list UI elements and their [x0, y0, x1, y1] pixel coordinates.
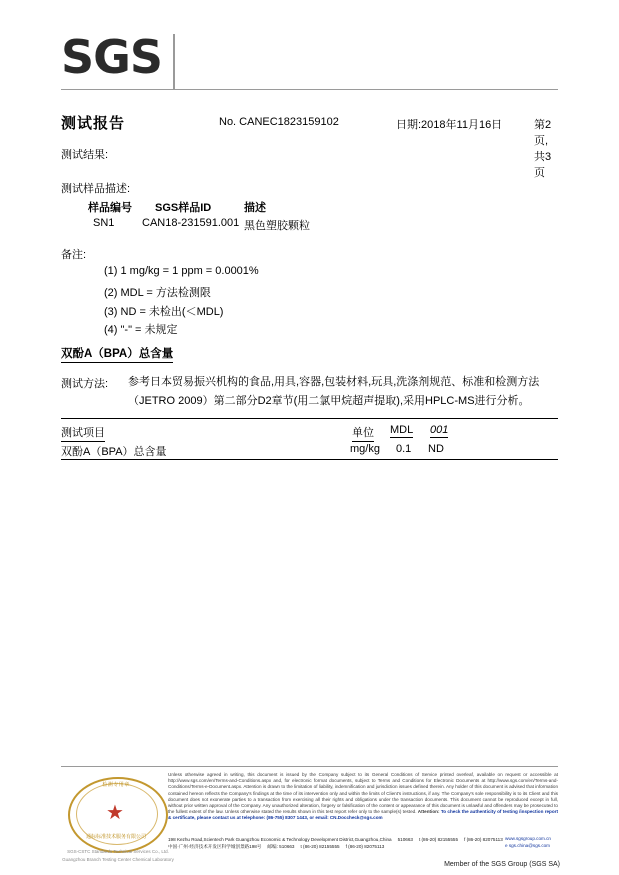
sample-table-header-no: 样品编号: [88, 202, 132, 214]
legal-verify-link[interactable]: To check the authenticity of testing /inspection report & certificate, please contact us at telephone: (86-755) 8307 1443, or email: CN.Doccheck@sgs.com: [168, 809, 558, 821]
test-method-label: 测试方法:: [61, 378, 109, 390]
result-table-header-mdl: MDL: [390, 424, 414, 436]
remark-item: (4) "-" = 未规定: [104, 324, 178, 336]
result-table-header-unit: 单位: [352, 424, 374, 442]
remark-label: 备注:: [61, 249, 87, 261]
remark-item: (1) 1 mg/kg = 1 ppm = 0.0001%: [104, 265, 259, 277]
logo-divider-tick: [173, 34, 175, 89]
address-row-en: [168, 836, 560, 843]
sample-table-header-id: SGS样品ID: [155, 202, 212, 214]
result-row-mdl: 0.1: [396, 443, 412, 455]
seal-en-line2: Guangzhou Branch Testing Center Chemical Laboratory: [62, 857, 174, 862]
fax-en: f (86-20) 82075113: [464, 837, 503, 842]
company-seal-stamp: [62, 775, 174, 862]
address-cn: 中国·广州·经济技术开发区科学城创景路198号: [168, 844, 262, 849]
fax-cn: f (86-20) 82075113: [345, 844, 385, 849]
section-heading-bpa: 双酚A（BPA）总含量: [61, 345, 173, 363]
sample-row-id: CAN18-231591.001: [142, 217, 240, 229]
sgs-logo: [61, 30, 181, 89]
result-table-header-sample: 001: [430, 424, 449, 436]
legal-paragraph: Unless otherwise agreed in writing, this document is issued by the Company subject to its General Conditions of Service printed overleaf, available on request or accessible at http://www.sgs.com/en/Terms-and-Conditions.aspx and, for electronic format documents, subject to Terms and Conditions for Electronic Documents at http://www.sgs.com/en/Terms-and-Conditions/Terms-e-Document.aspx. Attention is drawn to the limitation of liability, indemnification and jurisdiction issues defined therein. Any holder of this document is advised that information contained hereon reflects the Company's findings at the time of its intervention only and within the limits of Client's instructions, if any. The Company's sole responsibility is to its Client and this document does not exonerate parties to a transaction from exercising all their rights and obligations under the transaction documents. This document cannot be reproduced except in full, without prior written approval of the Company. Any unauthorized alteration, forgery or falsification of the content or appearance of this document is unlawful and offenders may be prosecuted to the fullest extent of the law. Unless otherwise stated the results shown in this test report refer only to the sample(s) tested.: [168, 772, 558, 815]
postcode-cn: 邮编: 510663: [267, 844, 295, 849]
footer-rule: [61, 766, 558, 767]
legal-attention-label: Attention:: [417, 809, 440, 815]
member-line: Member of the SGS Group (SGS SA): [444, 861, 560, 868]
seal-text-top: 检测专用章: [102, 782, 130, 788]
tel-en: t (86-20) 82155555: [418, 837, 459, 842]
star-icon: ★: [106, 802, 124, 824]
report-date: 日期:2018年11月16日: [396, 119, 503, 131]
result-row-value: ND: [428, 443, 444, 455]
result-table-top-rule: [61, 418, 558, 419]
sample-row-desc: 黑色塑胶颗粒: [244, 220, 310, 232]
sample-table-header-desc: 描述: [244, 202, 266, 214]
page-title: 测试报告: [61, 115, 126, 132]
header-rule: [61, 89, 558, 90]
page-indicator: 第2页,共3页: [534, 119, 552, 179]
result-row-unit: mg/kg: [350, 443, 380, 455]
seal-text-bottom: 通标标准技术服务有限公司: [85, 834, 146, 840]
tel-cn: t (86-20) 82155555: [300, 844, 340, 849]
footer-address-block: [168, 836, 560, 850]
footer-legal-text: [168, 772, 558, 822]
address-en: 198 Kezhu Road,Scientech Park Guangzhou Economic & Technology Development District,Guangzhou,China: [168, 837, 392, 842]
sample-row-no: SN1: [93, 217, 115, 229]
sample-description-label: 测试样品描述:: [61, 183, 131, 195]
address-row-cn: [168, 843, 560, 850]
result-table-bottom-rule: [61, 459, 558, 460]
remark-item: (3) ND = 未检出(＜MDL): [104, 306, 224, 318]
postcode-en: 510663: [397, 837, 413, 842]
remark-item: (2) MDL = 方法检测限: [104, 287, 211, 299]
sgs-logo-text: SGS: [61, 30, 163, 84]
result-row-item: 双酚A（BPA）总含量: [61, 446, 167, 458]
result-table-header-item: 测试项目: [61, 424, 105, 442]
email-link[interactable]: e sgs.china@sgs.com: [505, 843, 551, 848]
test-result-label: 测试结果:: [61, 149, 109, 161]
seal-en-line1: SGS-CSTC Standards Technical Services Co., Ltd.: [67, 849, 169, 854]
report-number: No. CANEC1823159102: [219, 116, 339, 128]
website-link[interactable]: www.sgsgroup.com.cn: [505, 836, 551, 841]
test-method-text: 参考日本贸易振兴机构的食品,用具,容器,包装材料,玩具,洗涤剂规范、标准和检测方法（JETRO 2009）第二部分D2章节(用二氯甲烷超声提取),采用HPLC-MS进行分析。: [128, 376, 540, 407]
